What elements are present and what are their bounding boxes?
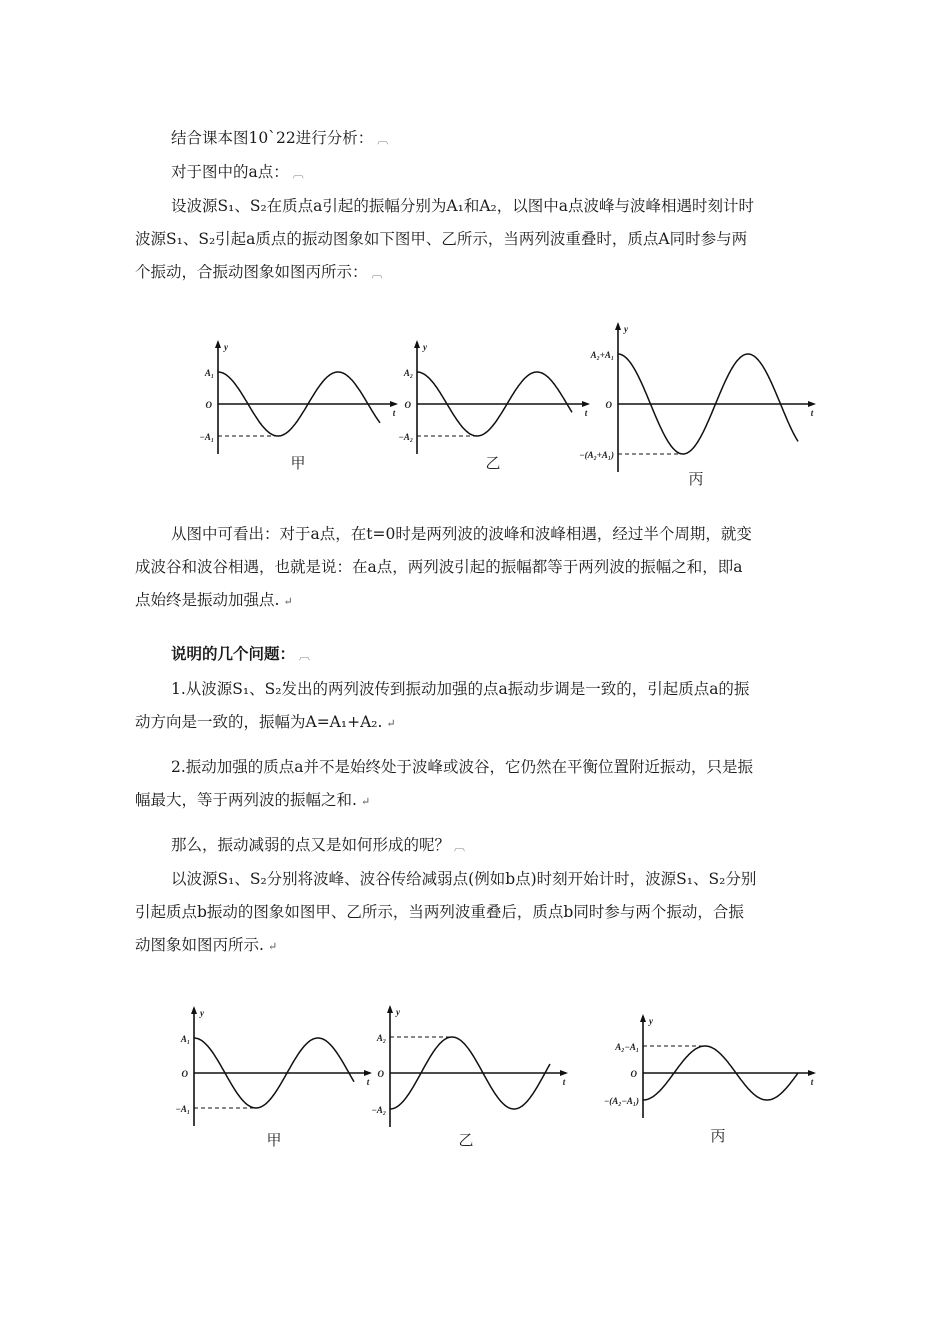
x-axis-arrow-icon [390, 401, 398, 407]
point-a-text: 对于图中的a点： [171, 163, 289, 181]
paragraph-mark-icon: ︹ [292, 167, 304, 180]
analysis-line-3: 点始终是振动加强点. [135, 591, 280, 609]
y-axis-label: y [224, 342, 228, 352]
figure-caption: 甲 [290, 454, 306, 472]
figure-caption: 乙 [458, 1131, 474, 1149]
paragraph-point-b [135, 863, 825, 963]
figure-caption: 甲 [266, 1131, 282, 1149]
analysis-line-2: 成波谷和波谷相遇，也就是说：在a点，两列波引起的振幅都等于两列波的振幅之和，即a [135, 558, 743, 576]
item-1-line-1: 1.从波源S₁、S₂发出的两列波传到振动加强的点a振动步调是一致的，引起质点a的振 [171, 680, 750, 698]
paragraph-analysis [135, 518, 825, 618]
paragraph-point-a [135, 156, 825, 190]
wave-plot-a-yi [398, 340, 590, 472]
top-tick-label: A₂−A₁ [615, 1042, 639, 1052]
bottom-tick-label: −(A₂−A₁) [603, 1096, 639, 1106]
return-mark-icon: ↵ [267, 940, 278, 953]
x-axis-label: t [392, 408, 396, 418]
return-mark-icon: ↵ [360, 795, 371, 808]
return-mark-icon: ↵ [386, 717, 396, 730]
x-axis-arrow-icon [808, 1070, 816, 1076]
point-b-line-1: 以波源S₁、S₂分别将波峰、波谷传给减弱点(例如b点)时刻开始计时，波源S₁、S₂分别 [171, 870, 757, 888]
x-axis-arrow-icon [582, 401, 590, 407]
wave-plot-b-bing [604, 1014, 816, 1145]
item-1-line-2: 动方向是一致的，振幅为A=A₁+A₂. [135, 713, 383, 731]
x-axis-arrow-icon [560, 1070, 568, 1076]
bottom-tick-label: −(A₂+A₁) [579, 450, 614, 460]
top-tick-label: A₂+A₁ [590, 350, 614, 360]
setup-line-3: 个振动，合振动图象如图丙所示： [135, 263, 368, 281]
paragraph-mark-icon: ︹ [454, 840, 466, 853]
y-axis-label: y [200, 1008, 204, 1018]
top-tick-label: A₂ [403, 368, 413, 378]
bottom-tick-label: −A₁ [175, 1104, 190, 1114]
bottom-tick-label: −A₁ [199, 432, 214, 442]
y-axis-arrow-icon [414, 340, 420, 348]
origin-label: O [630, 1069, 637, 1079]
item-2-line-2: 幅最大，等于两列波的振幅之和. [135, 791, 357, 809]
x-axis-arrow-icon [364, 1070, 372, 1076]
paragraph-mark-icon: ︹ [371, 267, 383, 280]
figure-caption: 丙 [688, 470, 704, 488]
x-axis-label: t [810, 408, 814, 418]
y-axis-label: y [423, 342, 427, 352]
top-tick-label: A₁ [204, 368, 214, 378]
paragraph-question [135, 829, 825, 863]
point-b-line-2: 引起质点b振动的图象如图甲、乙所示，当两列波重叠后，质点b同时参与两个振动，合振 [135, 903, 744, 921]
bottom-tick-label: −A₂ [398, 432, 413, 442]
y-axis-arrow-icon [191, 1006, 197, 1014]
origin-label: O [181, 1069, 188, 1079]
y-axis-arrow-icon [387, 1005, 393, 1013]
point-b-line-3: 动图象如图丙所示. [135, 936, 264, 954]
origin-label: O [377, 1069, 384, 1079]
wave-plot-a-jia [199, 340, 398, 472]
paragraph-item-2 [135, 751, 825, 818]
y-axis-label: y [624, 324, 628, 334]
setup-line-2: 波源S₁、S₂引起a质点的振动图象如下图甲、乙所示，当两列波重叠时，质点A同时参与两 [135, 230, 748, 248]
item-2-line-1: 2.振动加强的质点a并不是始终处于波峰或波谷，它仍然在平衡位置附近振动，只是振 [171, 758, 754, 776]
return-mark-icon: ↵ [283, 595, 293, 608]
top-tick-label: A₂ [376, 1033, 386, 1043]
wave-plot-a-bing [579, 322, 816, 488]
x-axis-arrow-icon [808, 401, 816, 407]
origin-label: O [205, 400, 212, 410]
y-axis-label: y [649, 1016, 653, 1026]
x-axis-label: t [562, 1077, 566, 1087]
wave-plot-b-yi [371, 1005, 568, 1149]
x-axis-label: t [366, 1077, 370, 1087]
analysis-line-1: 从图中可看出：对于a点，在t=0时是两列波的波峰和波峰相遇，经过半个周期，就变 [171, 525, 752, 543]
paragraph-setup [135, 190, 825, 290]
paragraph-mark-icon: ︹ [299, 649, 311, 662]
section-heading: 说明的几个问题： [171, 645, 296, 663]
paragraph-heading [135, 638, 825, 672]
y-axis-label: y [396, 1007, 400, 1017]
wave-plot-b-jia [175, 1006, 372, 1149]
setup-line-1: 设波源S₁、S₂在质点a引起的振幅分别为A₁和A₂，以图中a点波峰与波峰相遇时刻计时 [171, 197, 754, 215]
bottom-tick-label: −A₂ [371, 1105, 386, 1115]
x-axis-label: t [584, 408, 588, 418]
figure-row-a [190, 320, 830, 500]
y-axis-arrow-icon [215, 340, 221, 348]
y-axis-arrow-icon [640, 1014, 646, 1022]
figure-caption: 乙 [485, 454, 501, 472]
paragraph-item-1 [135, 673, 825, 740]
paragraph-intro [135, 122, 825, 156]
origin-label: O [605, 400, 612, 410]
figure-row-b [170, 985, 840, 1160]
intro-text: 结合课本图10`22进行分析： [171, 129, 374, 147]
question-text: 那么，振动减弱的点又是如何形成的呢？ [171, 836, 451, 854]
origin-label: O [404, 400, 411, 410]
figure-caption: 丙 [710, 1127, 726, 1145]
x-axis-label: t [810, 1077, 814, 1087]
top-tick-label: A₁ [180, 1034, 190, 1044]
paragraph-mark-icon: ︹ [377, 133, 389, 146]
y-axis-arrow-icon [615, 322, 621, 330]
